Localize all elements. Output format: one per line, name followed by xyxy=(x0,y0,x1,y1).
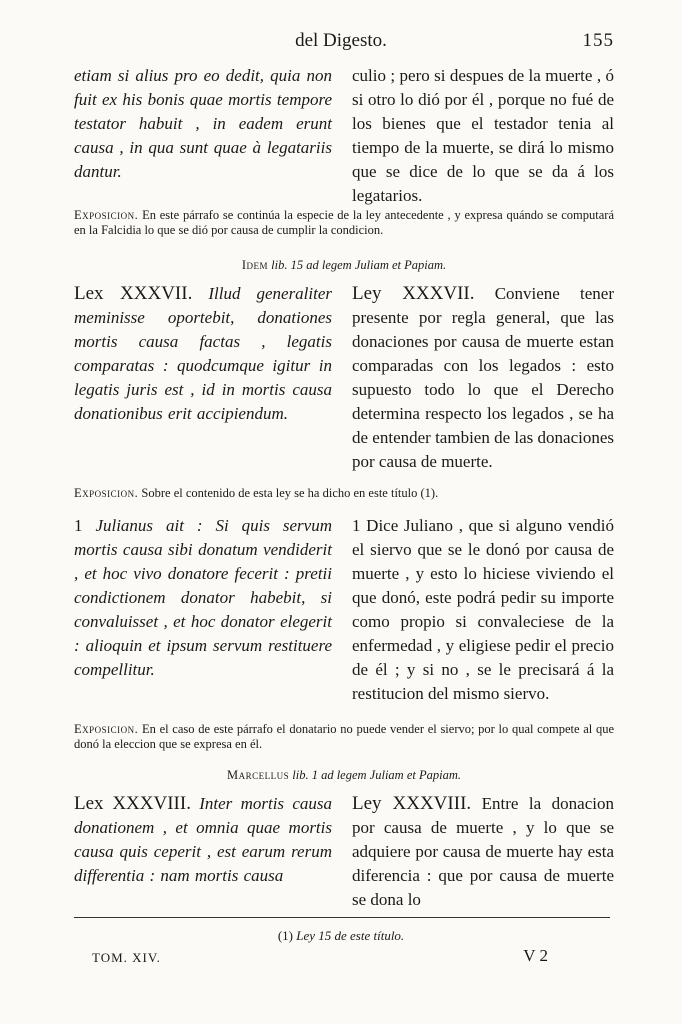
exposition-label: Exposicion. xyxy=(74,722,139,736)
section-number: 1 xyxy=(352,516,361,535)
lex-heading: Lex XXXVII. xyxy=(74,283,193,304)
ley-heading: Ley XXXVIII. xyxy=(352,793,472,814)
latin-text xyxy=(74,514,332,706)
spanish-body: Conviene tener presente por regla general, que las donaciones por causa de muerte estan comparadas con los legados : esto supuesto todo lo que el Derecho determina respecto los legados , se ha de entender tambien de las donaciones por causa de muerte. xyxy=(352,284,615,471)
latin-body: Julianus ait : Si quis servum mortis causa sibi donatum vendiderit , et hoc vivo donatore fecerit : pretii condictionem donator habebit, si convaluisset , et hoc donator elegerit : alioquin et ipsum servum restituere compellitur. xyxy=(74,516,332,679)
exposition xyxy=(74,486,614,501)
footnote-mark: (1) xyxy=(277,928,293,943)
section-number: 1 xyxy=(74,516,83,535)
attribution-author: Idem xyxy=(241,258,269,272)
lex-37 xyxy=(74,282,614,474)
ley-heading: Ley XXXVII. xyxy=(352,283,475,304)
spanish-text xyxy=(352,792,614,912)
footnote-text: Ley 15 de este título. xyxy=(296,928,405,943)
attribution-text: lib. 15 ad legem Juliam et Papiam. xyxy=(271,258,447,272)
exposition-text: En este párrafo se continúa la especie de la ley antecedente , y expresa quándo se computará en la Falcidia lo que se dió por causa de cumplir la condicion. xyxy=(74,208,614,237)
spanish-body: Entre la donacion por causa de muerte , y lo que se adquiere por causa de muerte hay esta diferencia : que por causa de muerte se dona lo xyxy=(352,794,614,909)
spanish-text xyxy=(352,514,614,706)
spanish-text: culio ; pero si despues de la muerte , ó si otro lo dió por él , porque no fué de los bienes que el testador tenia al tiempo de la muerte, se dirá lo mismo que se dice de lo que se da á los legatarios. xyxy=(352,66,614,205)
footnote-rule xyxy=(74,917,610,918)
latin-body: Illud generaliter meminisse oportebit, donationes mortis causa factas , legatis comparatas : quodcumque igitur in legatis juris est , id in mortis causa donationibus erit accipiendum. xyxy=(74,284,333,423)
spanish-body: Dice Juliano , que si alguno vendió el siervo que se le donó por causa de muerte , y esto lo hiciese viviendo el que donó, este podrá pedir su importe como propio si convaleciese de la enfermedad , y eligiese pedir el precio de él ; y si no , se le precisará á la restitucion del mismo siervo. xyxy=(352,516,615,703)
signature-mark: V 2 xyxy=(523,946,548,965)
spanish-text xyxy=(352,282,614,474)
attribution-text: lib. 1 ad legem Juliam et Papiam. xyxy=(292,768,461,782)
latin-text xyxy=(74,792,332,912)
running-head: del Digesto. xyxy=(295,30,387,51)
exposition xyxy=(74,722,614,752)
attribution-author: Marcellus xyxy=(227,768,290,782)
latin-text: etiam si alius pro eo dedit, quia non fuit ex his bonis quae mortis tempore testator habuit , in eadem erunt causa , in qua sunt quae à legatariis dantur. xyxy=(74,66,332,181)
latin-body: Inter mortis causa donationem , et omnia quae mortis causa quis ceperit , est earum rerum differentia : nam mortis causa xyxy=(74,794,332,885)
lex-heading: Lex XXXVIII. xyxy=(74,793,191,814)
lex-38 xyxy=(74,792,614,912)
exposition-text: En el caso de este párrafo el donatario no puede vender el siervo; por lo qual compete al que donó la eleccion que se expresa en él. xyxy=(74,722,614,751)
volume-label: TOM. XIV. xyxy=(92,950,161,965)
section-continuation xyxy=(74,64,614,208)
exposition-label: Exposicion. xyxy=(74,208,139,222)
footnote xyxy=(0,928,682,944)
latin-text xyxy=(74,282,332,474)
lex-37-section-1 xyxy=(74,514,614,706)
attribution xyxy=(74,258,614,273)
exposition xyxy=(74,208,614,238)
page-number: 155 xyxy=(582,30,614,51)
exposition-label: Exposicion. xyxy=(74,486,139,500)
attribution xyxy=(74,768,614,783)
exposition-text: Sobre el contenido de esta ley se ha dicho en este título (1). xyxy=(141,486,439,500)
